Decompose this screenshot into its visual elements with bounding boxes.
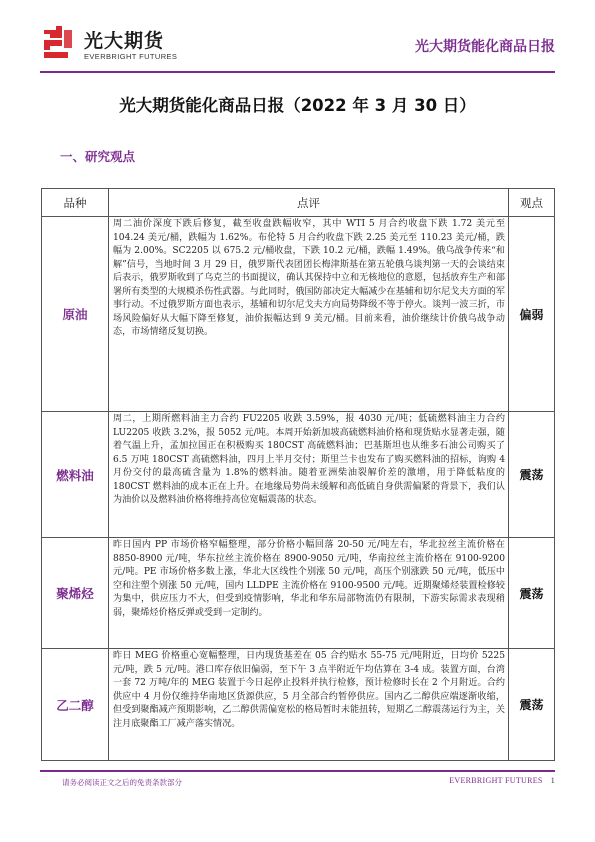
comment-cell: 昨日 MEG 价格重心宽幅整理，日内现货基差在 05 合约贴水 55-75 元/吨附近，日均价 5225 元/吨，跌 5 元/吨。港口库存依旧偏弱，至下午 3 点半附近午均估算在 3-4 成。装置方面，台湾一套 72 万吨/年的 MEG 装置于今日起停止投料并执行检修，预计检修时长在 2 个月附近。合约供应中 4 月份仅维持华南地区货源供应，5 月全部合约暂停供应。国内乙二醇供应端逐渐收缩，但受到聚酯减产预期影响，乙二醇供需偏宽松的格局暂时未能扭转，短期乙二醇震荡运行为主，关注月底聚酯工厂减产落实情况。 <box>109 649 509 761</box>
research-view-table <box>41 188 555 761</box>
logo-chinese-name: 光大期货 <box>84 30 165 52</box>
section-heading: 一、研究观点 <box>60 149 136 164</box>
company-logo <box>40 22 210 68</box>
view-cell: 震荡 <box>509 412 555 538</box>
footer-company-name: EVERBRIGHT FUTURES <box>449 776 543 785</box>
header-divider <box>40 71 555 73</box>
table-row <box>42 538 555 649</box>
table-header-row <box>42 189 555 217</box>
view-cell: 偏弱 <box>509 217 555 412</box>
view-cell: 震荡 <box>509 538 555 649</box>
page-number: 1 <box>550 776 555 785</box>
product-cell: 燃料油 <box>42 412 109 538</box>
page-header <box>40 22 555 68</box>
logo-english-name: EVERBRIGHT FUTURES <box>84 52 178 61</box>
report-name-header: 光大期货能化商品日报 <box>415 39 555 55</box>
table-row <box>42 217 555 412</box>
view-cell: 震荡 <box>509 649 555 761</box>
product-cell: 聚烯烃 <box>42 538 109 649</box>
comment-cell: 昨日国内 PP 市场价格窄幅整理，部分价格小幅回落 20-50 元/吨左右，华北拉丝主流价格在 8850-8900 元/吨，华东拉丝主流价格在 8900-9050 元/吨，华南拉丝主流价格在 9100-9200 元/吨。PE 市场价格多数上涨，华北大区线性个别涨 50 元/吨，高压个别涨跌 50 元/吨，低压中空和注塑个别涨 50 元/吨，国内 LLDPE 主流价格在 9100-9500 元/吨。近期聚烯烃装置检修较为集中，供应压力不大，但受到疫情影响，华北和华东局部物流仍有限制，下游实际需求表现稍弱，聚烯烃价格反弹或受到一定制约。 <box>109 538 509 649</box>
column-header-product: 品种 <box>42 189 109 217</box>
footer-divider <box>40 770 555 772</box>
product-cell: 乙二醇 <box>42 649 109 761</box>
report-title: 光大期货能化商品日报（2022 年 3 月 30 日） <box>119 96 476 115</box>
comment-cell: 周二，上期所燃料油主力合约 FU2205 收跌 3.59%，报 4030 元/吨；低硫燃料油主力合约 LU2205 收跌 3.2%，报 5052 元/吨。本周开始新加坡高硫燃料油价格和现货贴水显著走强，随着气温上升，孟加拉国正在积极购买 180CST 高硫燃料油；巴基斯坦也从维多石油公司购买了 6.5 万吨 180CST 高硫燃料油，四月上半月交付；斯里兰卡也发布了购买燃料油的招标，询购 4 月份交付的最高硫含量为 1.8%的燃料油。随着亚洲柴油裂解价差的激增，用于降低粘度的 180CST 燃料油的成本正在上升。在地缘局势尚未缓解和高低硫自身供需偏紧的背景下，我们认为油价以及燃料油价格将维持高位宽幅震荡的状态。 <box>109 412 509 538</box>
footer-company <box>449 776 555 785</box>
disclaimer-note: 请务必阅读正文之后的免责条款部分 <box>62 778 182 787</box>
product-cell: 原油 <box>42 217 109 412</box>
column-header-comment: 点评 <box>109 189 509 217</box>
column-header-view: 观点 <box>509 189 555 217</box>
table-row <box>42 649 555 761</box>
logo-mark-icon <box>40 24 78 64</box>
comment-cell: 周二油价深度下跌后修复，截至收盘跌幅收窄，其中 WTI 5 月合约收盘下跌 1.72 美元至 104.24 美元/桶，跌幅为 1.62%。布伦特 5 月合约收盘下跌 2.25 美元至 110.23 美元/桶，跌幅为 2.00%。SC2205 以 675.2 元/桶收盘，下跌 10.2 元/桶，跌幅 1.49%。俄乌战争传来“和解”信号，当地时间 3 月 29 日，俄罗斯代表团团长梅津斯基在第五轮俄乌谈判第一天的会谈结束后表示，俄罗斯收到了乌克兰的书面提议，确认其保持中立和无核地位的意愿，包括放弃生产和部署所有类型的大规模杀伤性武器。与此同时，俄国防部决定大幅减少在基辅和切尔尼戈夫方面的军事行动。不过俄罗斯方面也表示，基辅和切尔尼戈夫方向局势降级不等于停火。谈判一波三折，市场风险偏好从大幅下降至修复，油价振幅达到 9 美元/桶。目前来看，油价继续计价俄乌战争动态，市场情绪反复切换。 <box>109 217 509 412</box>
table-row <box>42 412 555 538</box>
